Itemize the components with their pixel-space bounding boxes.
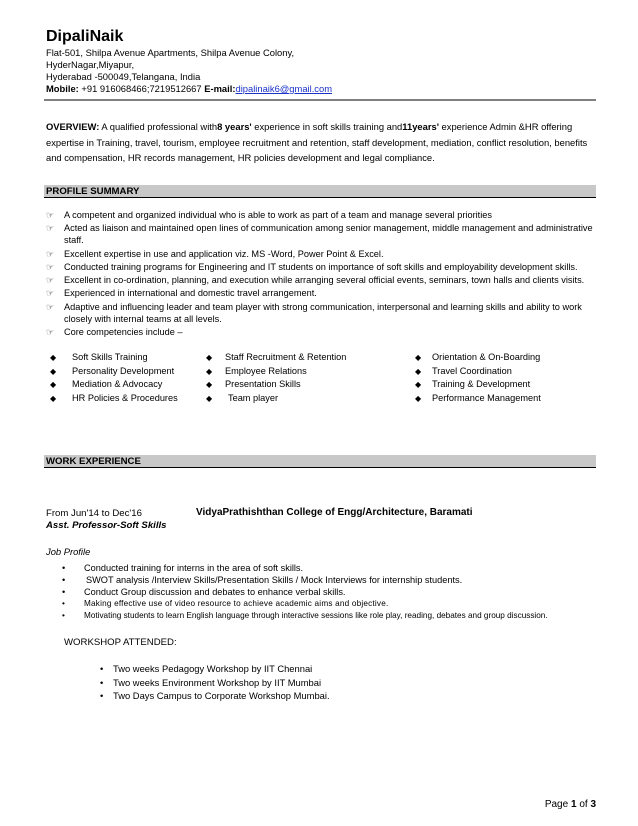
list-item-text: A competent and organized individual who is able to work as part of a team and manage several priorities [64,210,492,220]
diamond-bullet-icon: ◆ [50,393,57,403]
list-item [100,676,330,690]
list-item-text: Excellent in co-ordination, planning, and execution while arranging several official events, seminars, town halls and clients visits. [64,275,585,286]
competency-label: Performance Management [432,392,541,403]
list-item-text: SWOT analysis /Interview Skills/Presentation Skills / Mock Interviews for internship students. [86,574,463,585]
workshop-heading: WORKSHOP ATTENDED: [64,637,177,648]
list-item-text: Making effective use of video resource to achieve academic aims and objective. [84,599,389,609]
list-item-text: Conducted training for interns in the area of soft skills. [84,563,304,573]
list-item [62,610,582,621]
diamond-bullet-icon: ◆ [415,393,422,403]
diamond-bullet-icon: ◆ [206,366,213,376]
list-item-text: Excellent expertise in use and application viz. MS -Word, Power Point & Excel. [64,248,384,259]
mobile-number: +91 916068466;7219512667 [81,83,202,94]
diamond-bullet-icon: ◆ [206,353,213,362]
overview-years-1: 8 years' [217,121,252,132]
pointing-hand-icon: ☞ [46,301,55,312]
competency-label: Soft Skills Training [72,352,148,362]
diamond-bullet-icon: ◆ [206,393,213,403]
list-item [100,662,330,676]
address-line-2: HyderNagar,Miyapur, [46,59,135,70]
overview-text-2: experience in soft skills training and [254,121,403,132]
profile-summary-heading: PROFILE SUMMARY [44,185,596,198]
list-item [46,222,598,246]
work-experience-heading: WORK EXPERIENCE [44,455,596,468]
list-item [46,209,598,221]
overview-years-2: 11years' [402,121,439,132]
page-of: of [579,799,588,810]
page-prefix: Page [544,799,569,810]
overview-text-1: A qualified professional with [101,121,218,132]
diamond-bullet-icon: ◆ [415,353,422,362]
overview-label: OVERVIEW: [46,121,100,132]
overview-paragraph [46,119,596,166]
bullet-icon: • [100,663,104,674]
job-title: Asst. Professor-Soft Skills [46,520,167,531]
list-item-text: Acted as liaison and maintained open lines of communication among senior management, middle management and administrative staff. [64,223,593,246]
list-item-text: Adaptive and influencing leader and team player with strong communication, interpersonal and learning skills and ability to work closely with internal teams at all levels. [64,301,582,324]
contact-line [46,83,332,94]
competency-label: Training & Development [432,379,531,390]
email-link[interactable]: dipalinaik6@gmail.com [235,83,333,94]
competency-label: HR Policies & Procedures [72,392,178,403]
pointing-hand-icon: ☞ [46,327,55,338]
diamond-bullet-icon: ◆ [415,366,422,376]
list-item [62,563,582,575]
pointing-hand-icon: ☞ [46,261,55,272]
list-item [100,689,330,703]
list-item [62,575,582,587]
list-item-text: Experienced in international and domestic travel arrangement. [64,288,317,299]
list-item [46,274,598,286]
total-pages: 3 [590,799,596,810]
diamond-bullet-icon: ◆ [50,366,57,376]
address-line-3: Hyderabad -500049,Telangana, India [46,71,201,82]
list-item [46,326,598,338]
list-item [62,587,582,599]
mobile-label: Mobile: [46,83,79,94]
competency-label: Team player [228,392,279,403]
diamond-bullet-icon: ◆ [415,380,422,390]
page-number [545,799,596,810]
diamond-bullet-icon: ◆ [50,353,57,362]
list-item [62,598,582,609]
bullet-icon: • [62,563,66,573]
pointing-hand-icon: ☞ [46,248,55,259]
email-label: E-mail: [204,83,236,94]
workshop-list [100,662,330,703]
list-item [46,287,598,299]
list-item-text: Motivating students to learn English language through interactive sessions like role play, reading, debates and group discussion. [84,610,548,620]
job-profile-list [62,563,582,621]
competency-label: Personality Development [72,365,175,376]
current-page: 1 [570,799,577,810]
list-item-text: Core competencies include – [64,327,183,338]
bullet-icon: • [62,586,66,597]
employment-date-range: From Jun'14 to Dec'16 [46,508,142,519]
overview-text-3: experience Admin &HR offering expertise in Training, travel, tourism, employee recruitment and retention, staff development, mediation, conflict resolution, benefits and compensation, HR records management, HR policies development and legal compliance. [46,121,588,163]
header-divider [44,99,596,101]
competency-label: Employee Relations [225,365,307,376]
competency-label: Orientation & On-Boarding [432,352,541,362]
pointing-hand-icon: ☞ [46,223,55,234]
list-item [46,248,598,260]
list-item [46,261,598,273]
list-item-text: Two weeks Pedagogy Workshop by IIT Chennai [113,663,313,674]
bullet-icon: • [100,690,104,702]
competency-label: Travel Coordination [432,365,512,376]
competency-label: Presentation Skills [225,379,301,390]
list-item-text: Two weeks Environment Workshop by IIT Mumbai [113,676,322,688]
list-item [46,301,598,325]
diamond-bullet-icon: ◆ [50,380,57,390]
pointing-hand-icon: ☞ [46,210,55,220]
job-profile-label: Job Profile [46,546,91,557]
pointing-hand-icon: ☞ [46,288,55,299]
profile-summary-list [46,209,598,339]
employer-name: VidyaPrathishthan College of Engg/Architecture, Baramati [196,507,473,518]
bullet-icon: • [100,676,104,688]
competency-label: Staff Recruitment & Retention [225,352,347,362]
pointing-hand-icon: ☞ [46,275,55,286]
list-item-text: Two Days Campus to Corporate Workshop Mumbai. [113,690,330,702]
list-item-text: Conduct Group discussion and debates to enhance verbal skills. [84,586,346,597]
diamond-bullet-icon: ◆ [206,380,213,390]
candidate-name: DipaliNaik [46,28,124,45]
list-item-text: Conducted training programs for Engineering and IT students on importance of soft skills and employability development skills. [64,261,578,272]
bullet-icon: • [62,574,66,585]
address-line-1: Flat-501, Shilpa Avenue Apartments, Shilpa Avenue Colony, [46,47,295,58]
bullet-icon: • [62,610,65,620]
competency-label: Mediation & Advocacy [72,379,163,390]
bullet-icon: • [62,599,65,609]
